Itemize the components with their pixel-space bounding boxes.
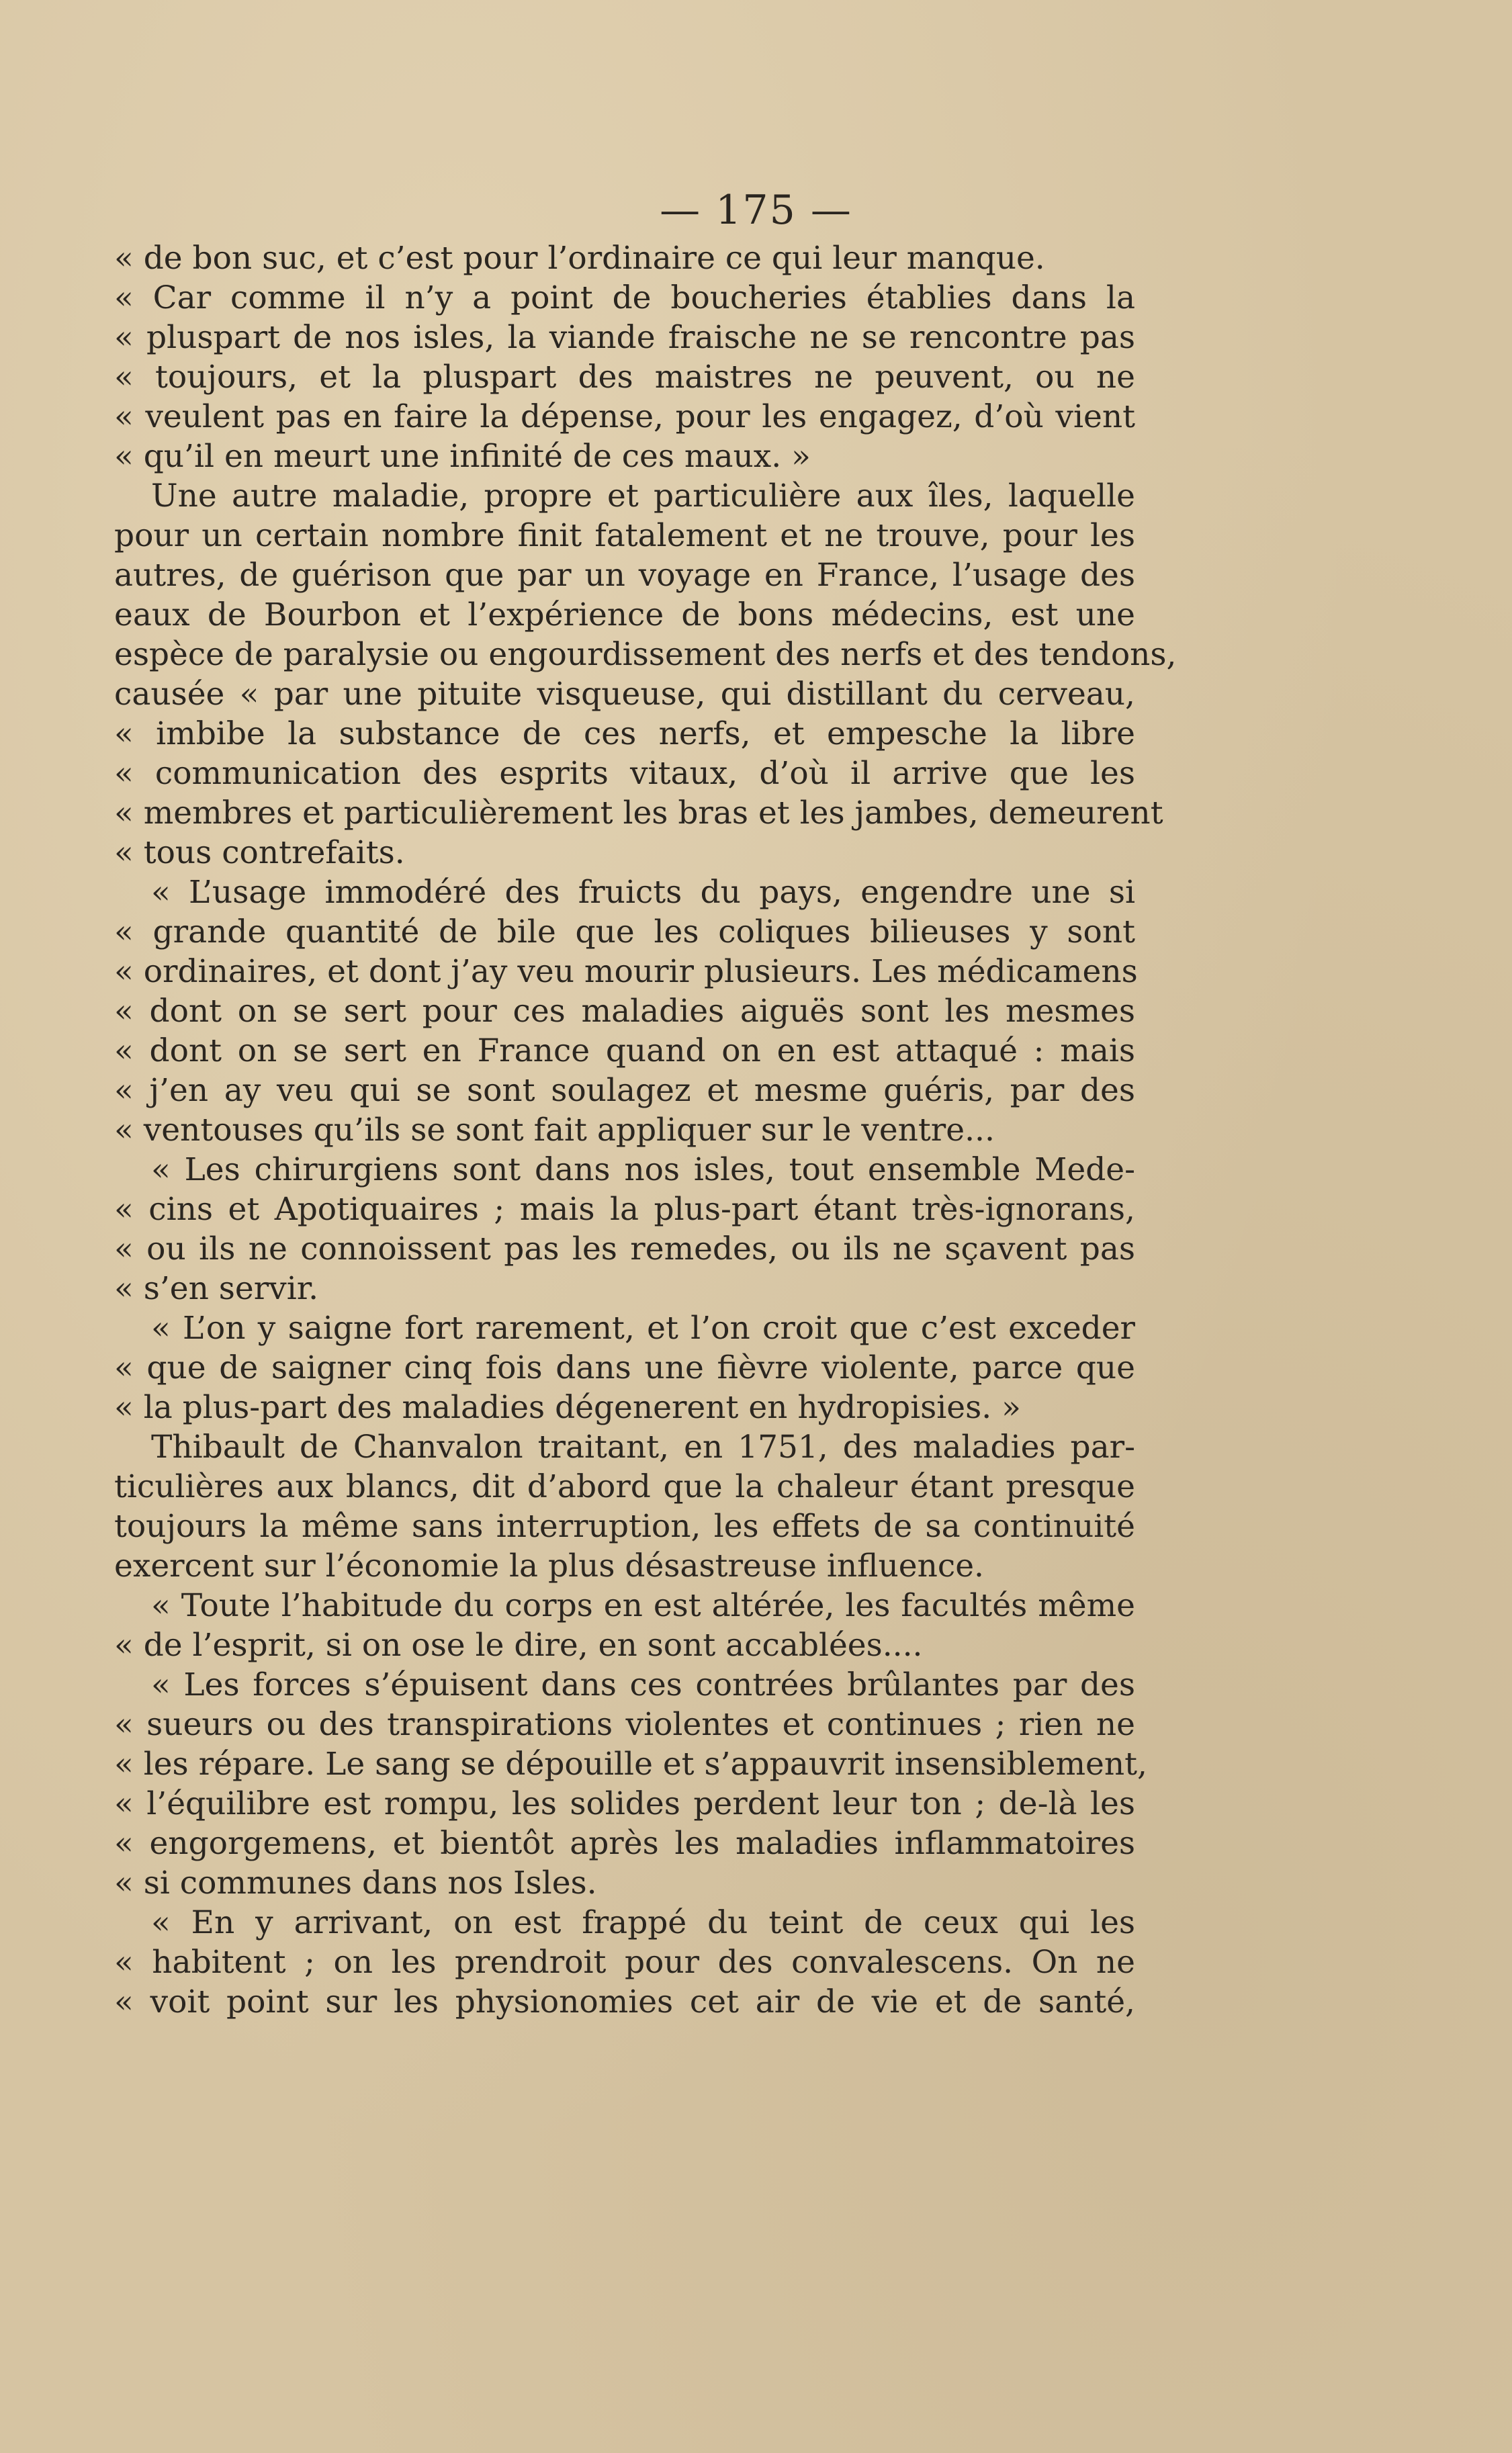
text-line: « veulent pas en faire la dépense, pour les engagez, d’où vient <box>114 398 1135 435</box>
text-line: « habitent ; on les prendroit pour des convalescens. On ne <box>114 1944 1135 1981</box>
text-line: causée « par une pituite visqueuse, qui distillant du cerveau, <box>114 676 1135 713</box>
text-line: « grande quantité de bile que les coliques bilieuses y sont <box>114 913 1135 950</box>
text-line: « ou ils ne connoissent pas les remedes, ou ils ne sçavent pas <box>114 1231 1135 1267</box>
text-line: « l’équilibre est rompu, les solides perdent leur ton ; de-là les <box>114 1785 1135 1822</box>
text-line: « si communes dans nos Isles. <box>114 1865 597 1902</box>
text-line: « membres et particulièrement les bras et les jambes, demeurent <box>114 795 1163 832</box>
text-line: « dont on se sert en France quand on en est attaqué : mais <box>114 1032 1135 1069</box>
text-line: Thibault de Chanvalon traitant, en 1751, des maladies par- <box>151 1429 1135 1466</box>
text-line: « la plus-part des maladies dégenerent en hydropisies. » <box>114 1389 1021 1426</box>
text-line: Une autre maladie, propre et particulière aux îles, laquelle <box>151 478 1135 515</box>
text-line: « Les forces s’épuisent dans ces contrées brûlantes par des <box>151 1666 1135 1703</box>
text-line: « Toute l’habitude du corps en est altérée, les facultés même <box>151 1587 1135 1624</box>
text-line: exercent sur l’économie la plus désastreuse influence. <box>114 1548 984 1585</box>
text-line: « tous contrefaits. <box>114 834 405 871</box>
text-line: eaux de Bourbon et l’expérience de bons médecins, est une <box>114 596 1135 633</box>
text-line: espèce de paralysie ou engourdissement des nerfs et des tendons, <box>114 636 1177 673</box>
text-line: « ventouses qu’ils se sont fait appliquer sur le ventre... <box>114 1112 995 1149</box>
text-line: « ordinaires, et dont j’ay veu mourir plusieurs. Les médicamens <box>114 953 1138 990</box>
text-line: « que de saigner cinq fois dans une fièvre violente, parce que <box>114 1349 1135 1386</box>
page-number: — 175 — <box>660 187 852 234</box>
text-line: « dont on se sert pour ces maladies aiguës sont les mesmes <box>114 993 1135 1030</box>
body-text <box>114 238 1177 2022</box>
text-line: « qu’il en meurt une infinité de ces maux. » <box>114 438 811 475</box>
text-line: « En y arrivant, on est frappé du teint de ceux qui les <box>151 1904 1135 1941</box>
text-line: « de l’esprit, si on ose le dire, en sont accablées.... <box>114 1627 923 1664</box>
text-line: « pluspart de nos isles, la viande fraische ne se rencontre pas <box>114 319 1135 356</box>
text-line: toujours la même sans interruption, les effets de sa continuité <box>114 1508 1135 1545</box>
text-line: ticulières aux blancs, dit d’abord que la chaleur étant presque <box>114 1468 1135 1505</box>
text-line: « Les chirurgiens sont dans nos isles, tout ensemble Mede- <box>151 1151 1135 1188</box>
text-line: pour un certain nombre finit fatalement et ne trouve, pour les <box>114 517 1135 554</box>
text-line: « j’en ay veu qui se sont soulagez et mesme guéris, par des <box>114 1072 1135 1109</box>
text-line: « toujours, et la pluspart des maistres ne peuvent, ou ne <box>114 359 1135 396</box>
text-line: « s’en servir. <box>114 1270 319 1307</box>
text-line: « les répare. Le sang se dépouille et s’appauvrit insensiblement, <box>114 1746 1147 1783</box>
text-line: « sueurs ou des transpirations violentes et continues ; rien ne <box>114 1706 1135 1743</box>
text-line: « Car comme il n’y a point de boucheries établies dans la <box>114 279 1135 316</box>
text-line: « de bon suc, et c’est pour l’ordinaire ce qui leur manque. <box>114 240 1045 277</box>
text-line: « engorgemens, et bientôt après les maladies inflammatoires <box>114 1825 1135 1862</box>
text-line: « L’usage immodéré des fruicts du pays, engendre une si <box>151 874 1135 911</box>
text-line: « cins et Apotiquaires ; mais la plus-part étant très-ignorans, <box>114 1191 1135 1228</box>
text-line: « imbibe la substance de ces nerfs, et empesche la libre <box>114 715 1135 752</box>
margin-stain-mark <box>1492 2028 1507 2089</box>
text-line: « voit point sur les physionomies cet air de vie et de santé, <box>114 1983 1135 2020</box>
text-line: « L’on y saigne fort rarement, et l’on croit que c’est exceder <box>151 1310 1135 1347</box>
text-line: autres, de guérison que par un voyage en France, l’usage des <box>114 557 1135 594</box>
text-line: « communication des esprits vitaux, d’où il arrive que les <box>114 755 1135 792</box>
